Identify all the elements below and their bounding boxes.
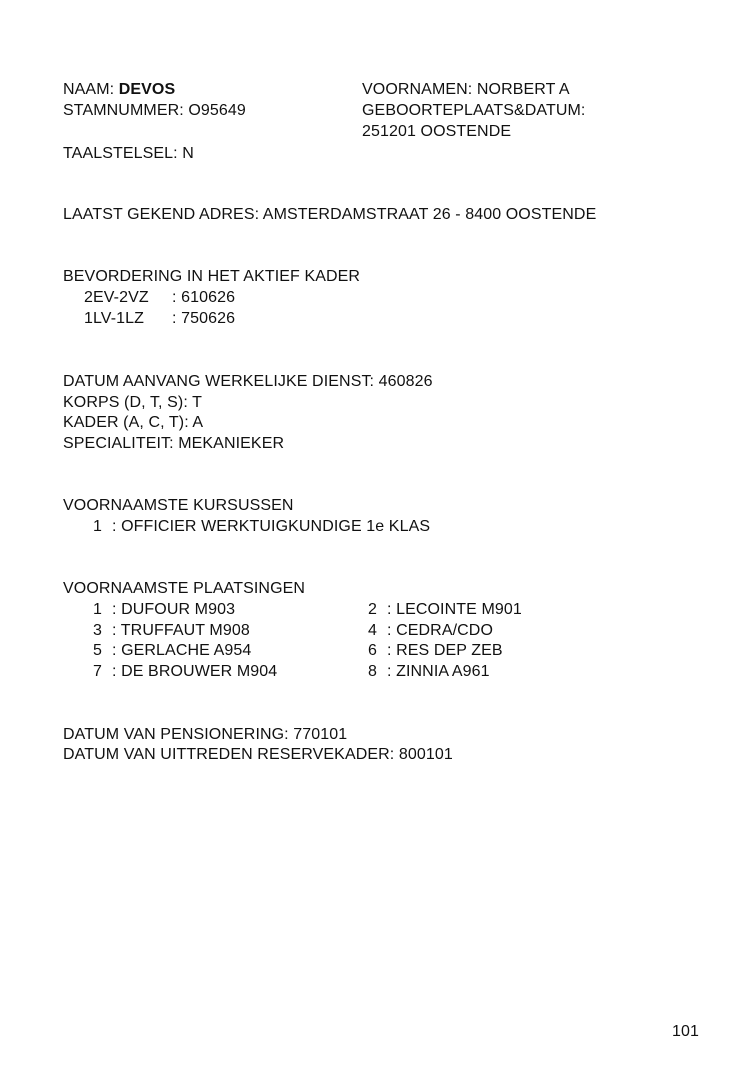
- geboorteplaats-label: GEBOORTEPLAATS&DATUM:: [362, 102, 586, 119]
- geboorteplaats-value: 251201 OOSTENDE: [362, 123, 512, 140]
- promotion-rank: 2EV-2VZ: [84, 289, 149, 306]
- promotion-rank: 1LV-1LZ: [84, 310, 144, 327]
- stamnummer: STAMNUMMER: O95649: [63, 102, 246, 119]
- promotion-date: : 750626: [172, 310, 236, 327]
- posting-text: : TRUFFAUT M908: [112, 622, 250, 639]
- address: LAATST GEKEND ADRES: AMSTERDAMSTRAAT 26 - 8400 OOSTENDE: [63, 206, 597, 223]
- postings-title: VOORNAAMSTE PLAATSINGEN: [63, 580, 306, 597]
- posting-number: 5: [93, 642, 102, 659]
- specialiteit: SPECIALITEIT: MEKANIEKER: [63, 435, 285, 452]
- name-line: [63, 80, 175, 100]
- posting-number: 4: [368, 622, 377, 639]
- datum-aanvang: DATUM AANVANG WERKELIJKE DIENST: 460826: [63, 373, 433, 390]
- posting-number: 2: [368, 601, 377, 618]
- posting-number: 1: [93, 601, 102, 618]
- posting-text: : ZINNIA A961: [387, 663, 490, 680]
- course-number: 1: [93, 518, 102, 535]
- taalstelsel: TAALSTELSEL: N: [63, 145, 194, 162]
- posting-text: : RES DEP ZEB: [387, 642, 503, 659]
- posting-number: 3: [93, 622, 102, 639]
- pensionering: DATUM VAN PENSIONERING: 770101: [63, 726, 348, 743]
- promotion-title: BEVORDERING IN HET AKTIEF KADER: [63, 268, 361, 285]
- posting-text: : GERLACHE A954: [112, 642, 252, 659]
- posting-number: 7: [93, 663, 102, 680]
- name-value: DEVOS: [118, 81, 176, 98]
- promotion-date: : 610626: [172, 289, 236, 306]
- posting-number: 8: [368, 663, 377, 680]
- posting-text: : LECOINTE M901: [387, 601, 522, 618]
- posting-text: : CEDRA/CDO: [387, 622, 493, 639]
- posting-number: 6: [368, 642, 377, 659]
- name-label: NAAM:: [63, 81, 115, 98]
- page-number: 101: [672, 1023, 699, 1040]
- voornamen: VOORNAMEN: NORBERT A: [362, 81, 570, 98]
- uittreden: DATUM VAN UITTREDEN RESERVEKADER: 800101: [63, 746, 453, 763]
- posting-text: : DE BROUWER M904: [112, 663, 278, 680]
- posting-text: : DUFOUR M903: [112, 601, 236, 618]
- korps: KORPS (D, T, S): T: [63, 394, 203, 411]
- courses-title: VOORNAAMSTE KURSUSSEN: [63, 497, 294, 514]
- kader: KADER (A, C, T): A: [63, 414, 204, 431]
- course-text: : OFFICIER WERKTUIGKUNDIGE 1e KLAS: [112, 518, 431, 535]
